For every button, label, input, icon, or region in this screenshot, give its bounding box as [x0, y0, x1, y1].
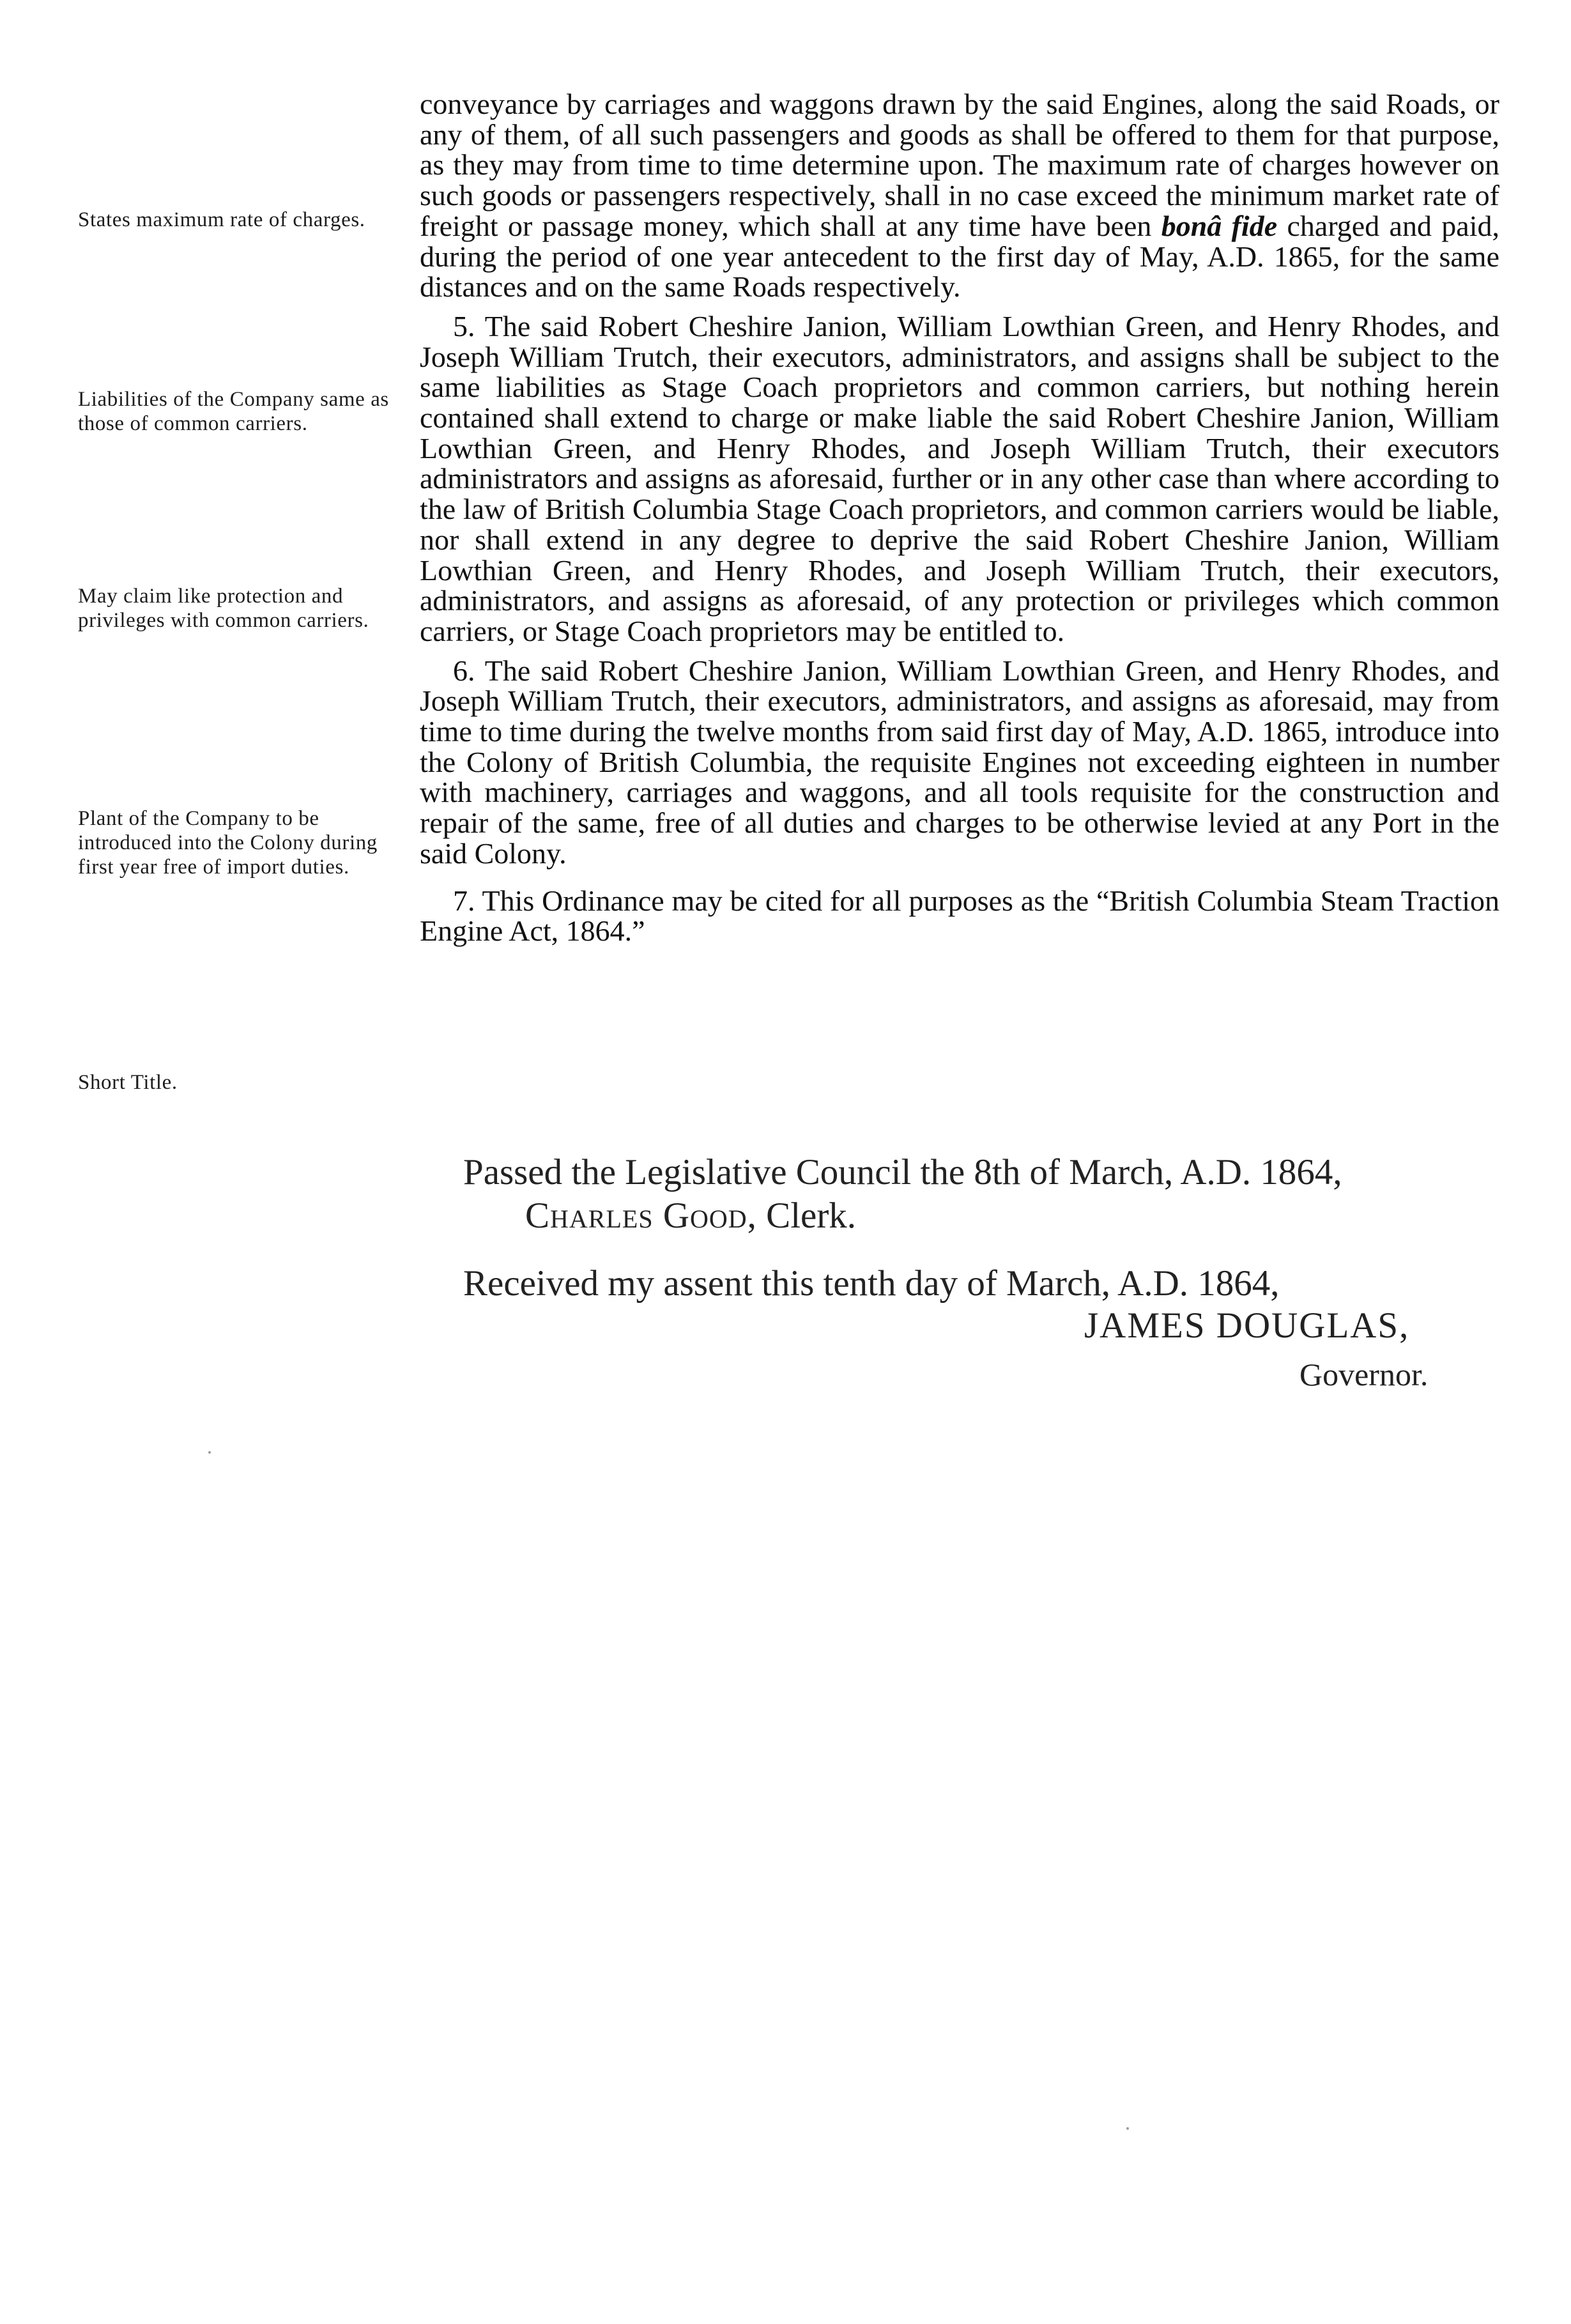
scan-speck [208, 1451, 211, 1454]
side-note-short-title: Short Title. [78, 1071, 178, 1094]
side-note-protection: May claim like protection and privileges with common carriers. [78, 585, 369, 632]
clerk-title: Clerk. [766, 1196, 857, 1236]
side-note-liabilities: Liabilities of the Company same as those of common carriers. [78, 388, 389, 435]
assent-line: Received my assent this tenth day of March, A.D. 1864, [463, 1263, 1280, 1304]
scan-speck [1126, 2127, 1129, 2130]
continuation-paragraph [420, 89, 1499, 302]
continuation-text: conveyance by carriages and waggons drawn by the said Engines, along the said Roads, or any of them, of all such passengers and goods as shall be offered to them for that purpose, as they may from time to time determine upon. The maximum rate of charges however on such goods or passengers respectively, shall in no case exceed the minimum market rate of freight or passage money, which shall at any time have been [420, 88, 1499, 242]
section-6: 6. The said Robert Cheshire Janion, William Lowthian Green, and Henry Rhodes, and Joseph William Trutch, their executors, administrators, and assigns as aforesaid, may from time to time during the twelve months from said first day of May, A.D. 1865, introduce into the Colony of British Columbia, the requisite Engines not exceeding eighteen in number with machinery, carriages and waggons, and all tools requisite for the construction and repair of the same, free of all duties and charges to be otherwise levied at any Port in the said Colony. [420, 654, 1499, 870]
passed-line: Passed the Legislative Council the 8th of March, A.D. 1864, [463, 1152, 1342, 1192]
side-note-charges: States maximum rate of charges. [78, 208, 365, 231]
governor-name: JAMES DOUGLAS, [1084, 1305, 1410, 1346]
side-note-plant: Plant of the Company to be introduced into the Colony during first year free of import duties. [78, 807, 378, 879]
bona-fide-italic: bonâ fide [1161, 209, 1278, 242]
governor-title: Governor. [1299, 1357, 1429, 1392]
section-7: 7. This Ordinance may be cited for all purposes as the “British Columbia Steam Traction Engine Act, 1864.” [420, 884, 1499, 948]
clerk-line [525, 1196, 856, 1236]
clerk-name: Charles Good, [525, 1196, 757, 1236]
section-5: 5. The said Robert Cheshire Janion, William Lowthian Green, and Henry Rhodes, and Joseph William Trutch, their executors, administrators, and assigns shall be subject to the same liabilities as Stage Coach proprietors and common carriers, but nothing herein contained shall extend to charge or make liable the said Robert Cheshire Janion, William Lowthian Green, and Henry Rhodes, and Joseph William Trutch, their executors administrators and assigns as aforesaid, further or in any other case than where according to the law of British Columbia Stage Coach proprietors, and common carriers would be liable, nor shall extend in any degree to deprive the said Robert Cheshire Janion, William Lowthian Green, and Henry Rhodes, and Joseph William Trutch, their executors, administrators, and assigns as aforesaid, of any protection or privileges which common carriers, or Stage Coach proprietors may be entitled to. [420, 309, 1499, 647]
ordinance-body [420, 89, 1499, 946]
continuation-end-text: charged and paid, during the period of one year antecedent to the first day of May, A.D. 1865, for the same distances and on the same Roads respectively. [420, 209, 1500, 304]
